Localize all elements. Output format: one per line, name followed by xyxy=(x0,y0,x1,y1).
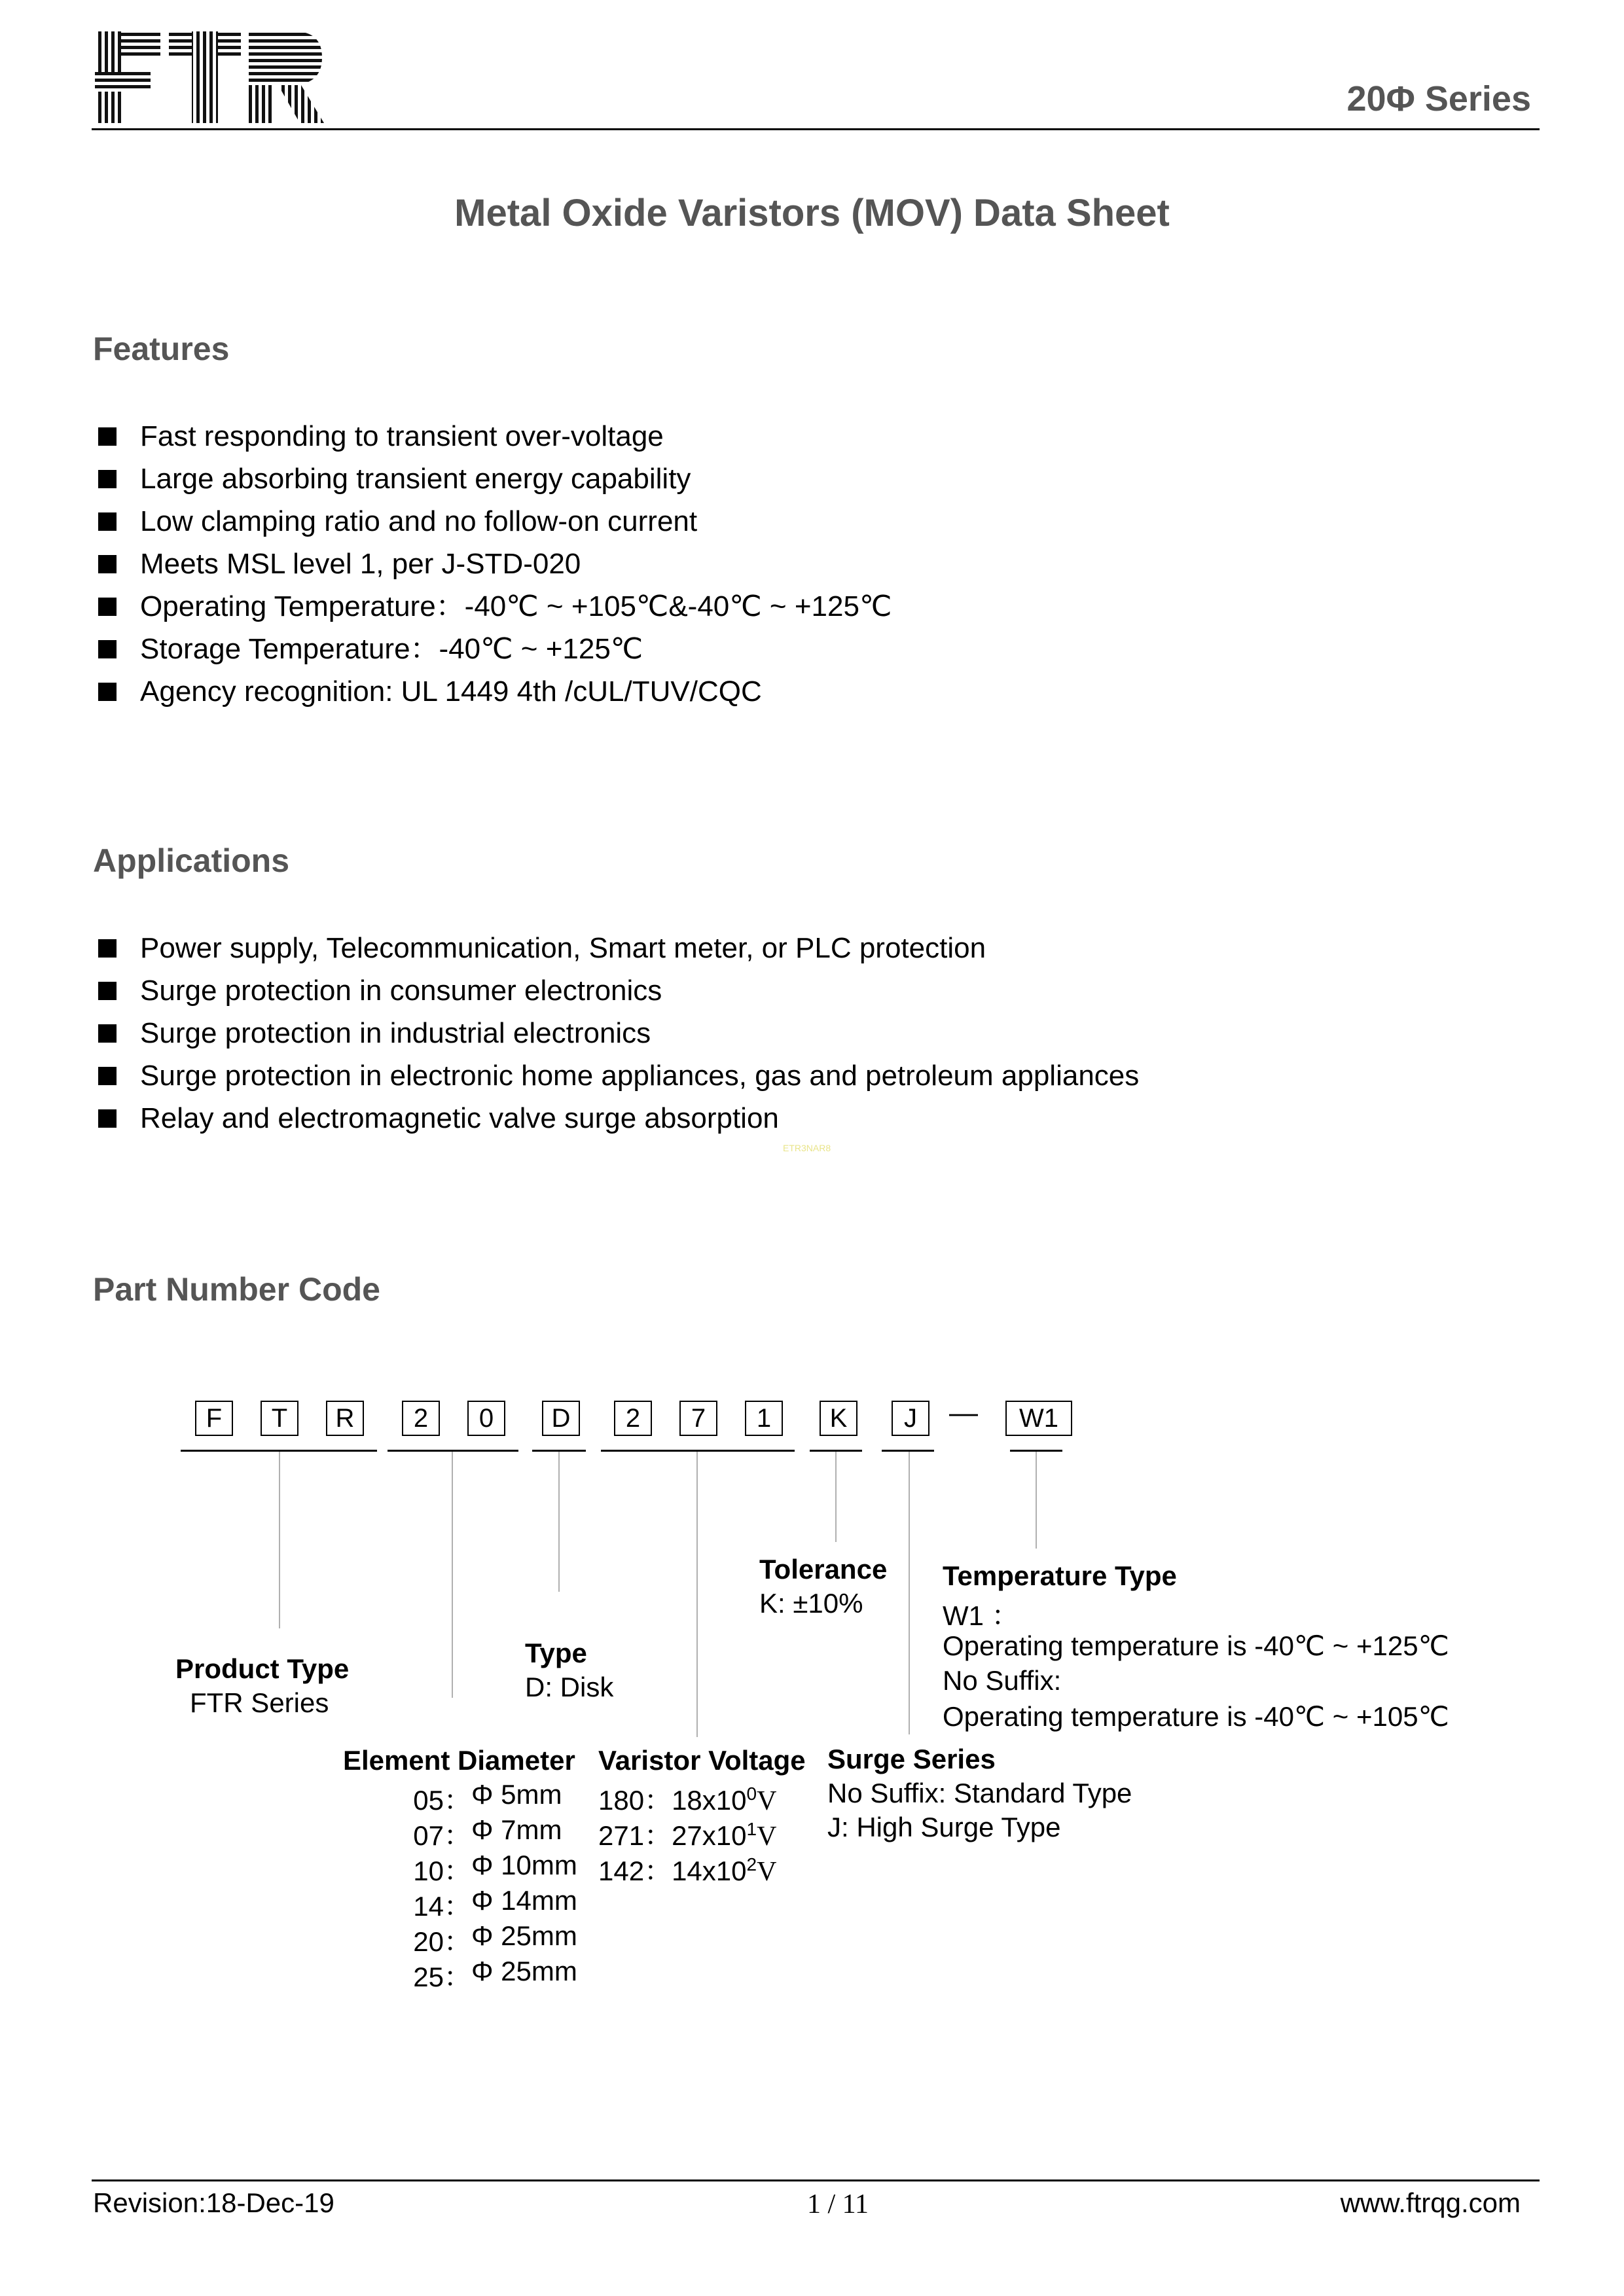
bullet-square-icon xyxy=(98,683,117,701)
list-item: Meets MSL level 1, per J-STD-020 xyxy=(98,543,892,585)
diameter-value: Φ 25mm xyxy=(471,1956,577,1986)
code-box: 7 xyxy=(679,1401,717,1436)
list-item: Agency recognition: UL 1449 4th /cUL/TUV/CQC xyxy=(98,670,892,713)
temperature-type-line: Operating temperature is -40℃ ~ +105℃ xyxy=(943,1701,1449,1732)
temperature-type-line: Operating temperature is -40℃ ~ +125℃ xyxy=(943,1630,1449,1661)
voltage-row: 180：$18x10^0V$ xyxy=(598,1784,777,1816)
revision-date: Revision:18-Dec-19 xyxy=(93,2187,334,2218)
list-item: Low clamping ratio and no follow-on current xyxy=(98,500,892,543)
ftr-logo xyxy=(92,26,327,128)
varistor-voltage-title: Varistor Voltage xyxy=(598,1745,806,1776)
diameter-value: Φ 10mm xyxy=(471,1850,577,1880)
diameter-code: 20： xyxy=(413,1926,471,1957)
code-box: J xyxy=(892,1401,929,1436)
bullet-square-icon xyxy=(98,598,117,616)
voltage-row: 271：$27x10^1V$ xyxy=(598,1819,777,1852)
code-box: 1 xyxy=(745,1401,783,1436)
list-item: Surge protection in electronic home appliances, gas and petroleum appliances xyxy=(98,1054,1139,1097)
part-number-heading: Part Number Code xyxy=(93,1271,380,1308)
faint-watermark-text: ETR3NAR8 xyxy=(783,1143,831,1153)
diameter-code: 05： xyxy=(413,1785,471,1816)
diameter-code: 14： xyxy=(413,1891,471,1922)
list-item: Surge protection in consumer electronics xyxy=(98,969,1139,1012)
connector-line xyxy=(909,1452,910,1734)
surge-series-line: No Suffix: Standard Type xyxy=(827,1778,1132,1808)
connector-line xyxy=(696,1452,698,1737)
bullet-square-icon xyxy=(98,982,117,1000)
header-rule xyxy=(92,128,1540,130)
code-box: R xyxy=(326,1401,364,1436)
code-box: 2 xyxy=(614,1401,652,1436)
list-item: Storage Temperature：-40℃ ~ +125℃ xyxy=(98,628,892,670)
group-underline xyxy=(388,1450,518,1452)
applications-list xyxy=(98,927,1139,1139)
diameter-value: Φ 25mm xyxy=(471,1920,577,1951)
series-label: 20Φ Series xyxy=(1346,79,1531,118)
diameter-code: 25： xyxy=(413,1962,471,1992)
list-item: Surge protection in industrial electronics xyxy=(98,1012,1139,1054)
code-box: 2 xyxy=(402,1401,440,1436)
bullet-square-icon xyxy=(98,427,117,446)
diameter-value: Φ 7mm xyxy=(471,1814,562,1845)
footer-rule xyxy=(92,2179,1540,2181)
type-title: Type xyxy=(525,1638,587,1668)
group-underline xyxy=(882,1450,934,1452)
code-box: D xyxy=(542,1401,580,1436)
list-item: Operating Temperature：-40℃ ~ +105℃&-40℃ ~ +125℃ xyxy=(98,585,892,628)
group-underline xyxy=(601,1450,795,1452)
bullet-square-icon xyxy=(98,640,117,658)
bullet-square-icon xyxy=(98,470,117,488)
list-item: Power supply, Telecommunication, Smart meter, or PLC protection xyxy=(98,927,1139,969)
tolerance-title: Tolerance xyxy=(759,1554,888,1585)
tolerance-value: K: ±10% xyxy=(759,1588,863,1619)
code-box: F xyxy=(195,1401,233,1436)
document-title: Metal Oxide Varistors (MOV) Data Sheet xyxy=(454,192,1170,234)
features-heading: Features xyxy=(93,331,230,367)
code-separator: — xyxy=(949,1397,978,1429)
connector-line xyxy=(1036,1452,1037,1549)
connector-line xyxy=(558,1452,560,1592)
bullet-square-icon xyxy=(98,555,117,573)
code-box-suffix: W1 xyxy=(1005,1401,1072,1436)
connector-line xyxy=(452,1452,453,1698)
bullet-square-icon xyxy=(98,939,117,958)
product-type-title: Product Type xyxy=(175,1653,350,1684)
temperature-type-line: W1 ： xyxy=(943,1600,1019,1631)
surge-series-line: J: High Surge Type xyxy=(827,1812,1061,1842)
code-box: K xyxy=(820,1401,857,1436)
surge-series-title: Surge Series xyxy=(827,1744,996,1774)
element-diameter-title: Element Diameter xyxy=(343,1745,575,1776)
bullet-square-icon xyxy=(98,512,117,531)
applications-heading: Applications xyxy=(93,842,290,879)
list-item: Large absorbing transient energy capability xyxy=(98,457,892,500)
product-type-value: FTR Series xyxy=(190,1687,329,1718)
temperature-type-title: Temperature Type xyxy=(943,1560,1177,1591)
bullet-square-icon xyxy=(98,1024,117,1043)
diameter-value: Φ 14mm xyxy=(471,1885,577,1916)
diameter-code: 10： xyxy=(413,1856,471,1886)
features-list xyxy=(98,415,892,713)
code-box: 0 xyxy=(467,1401,505,1436)
connector-line xyxy=(279,1452,280,1628)
bullet-square-icon xyxy=(98,1109,117,1128)
diameter-value: Φ 5mm xyxy=(471,1779,562,1810)
website-link[interactable]: www.ftrqg.com xyxy=(1340,2187,1521,2218)
bullet-square-icon xyxy=(98,1067,117,1085)
diameter-code: 07： xyxy=(413,1820,471,1851)
voltage-row: 142：$14x10^2V$ xyxy=(598,1854,777,1887)
list-item: Fast responding to transient over-voltage xyxy=(98,415,892,457)
temperature-type-line: No Suffix: xyxy=(943,1665,1062,1696)
list-item: Relay and electromagnetic valve surge absorption xyxy=(98,1097,1139,1139)
type-value: D: Disk xyxy=(525,1672,614,1702)
page-number: 1 / 11 xyxy=(806,2189,869,2219)
connector-line xyxy=(835,1452,837,1542)
code-box: T xyxy=(261,1401,298,1436)
